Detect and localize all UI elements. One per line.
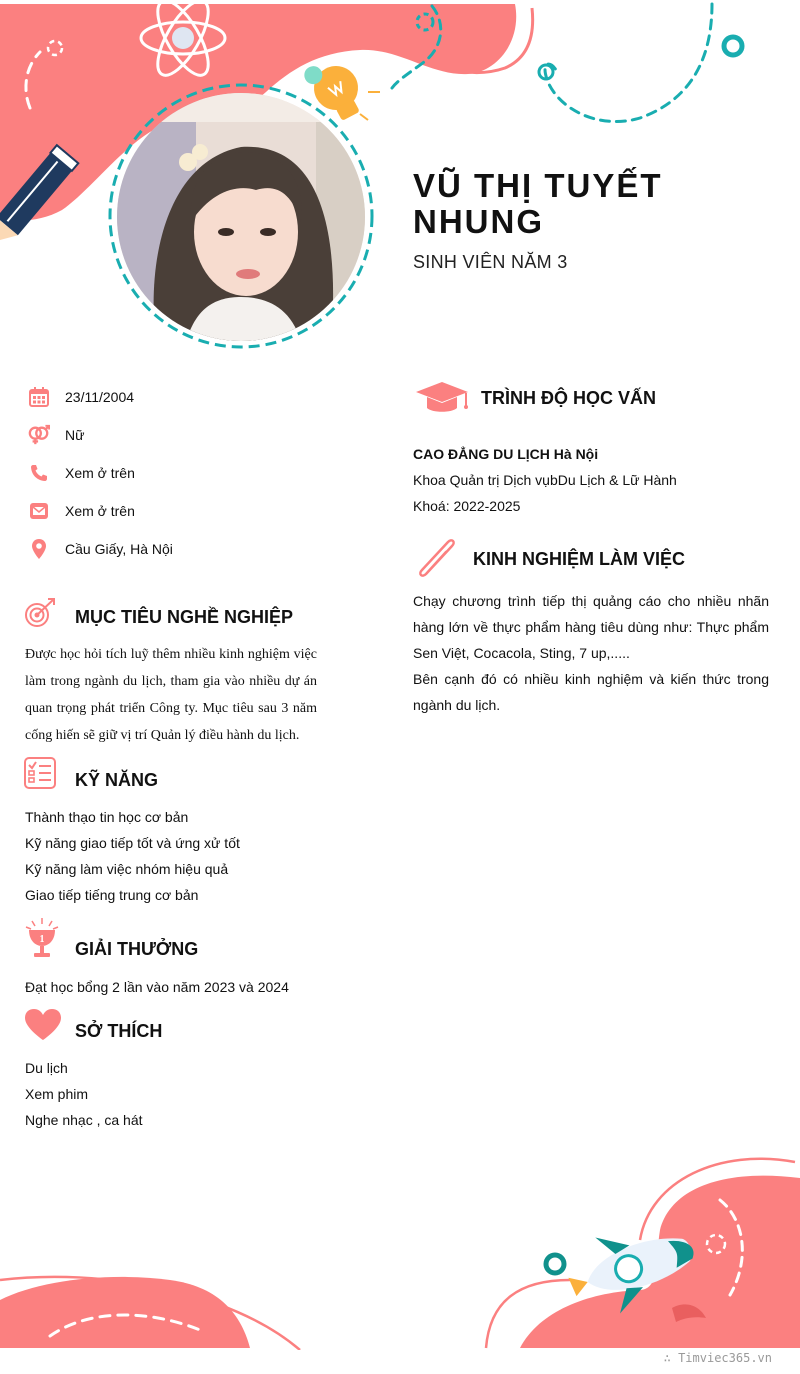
contact-email-text: Xem ở trên [65, 503, 135, 519]
education-school: CAO ĐẲNG DU LỊCH [413, 446, 550, 462]
footer-decoration [0, 1140, 800, 1350]
education-block [413, 441, 773, 519]
candidate-role: SINH VIÊN NĂM 3 [413, 252, 568, 272]
objective-title: MỤC TIÊU NGHỀ NGHIỆP [75, 607, 294, 627]
heart-icon [24, 1008, 62, 1042]
checklist-icon [24, 757, 56, 789]
experience-title: KINH NGHIỆM LÀM VIỆC [473, 549, 686, 569]
list-item: Nghe nhạc , ca hát [25, 1112, 143, 1128]
education-faculty: Khoa Quản trị Dịch vụbDu Lịch & Lữ Hành [413, 472, 677, 488]
awards-text: Đạt học bổng 2 lần vào năm 2023 và 2024 [25, 979, 289, 995]
hobbies-list [25, 1055, 325, 1133]
contact-address-text: Cầu Giấy, Hà Nội [65, 541, 173, 557]
list-item: Thành thạo tin học cơ bản [25, 809, 189, 825]
graduation-cap-icon [414, 380, 470, 416]
list-item: Kỹ năng giao tiếp tốt và ứng xử tốt [25, 835, 240, 851]
contact-email [28, 499, 135, 523]
list-item: Du lịch [25, 1060, 68, 1076]
list-item: Xem phim [25, 1086, 89, 1102]
contact-gender-text: Nữ [65, 427, 85, 443]
paperclip-icon [416, 538, 460, 578]
list-item: Kỹ năng làm việc nhóm hiệu quả [25, 861, 229, 877]
contact-birthday [28, 385, 134, 409]
trophy-icon [24, 916, 60, 960]
svg-text:1: 1 [39, 934, 45, 945]
gender-icon [28, 424, 50, 446]
contact-address [28, 537, 173, 561]
list-item: Giao tiếp tiếng trung cơ bản [25, 887, 199, 903]
target-icon [24, 596, 58, 628]
phone-icon [28, 462, 50, 484]
education-period: Khoá: 2022-2025 [413, 498, 521, 514]
awards-title: GIẢI THƯỞNG [75, 939, 199, 959]
education-title: TRÌNH ĐỘ HỌC VẤN [481, 388, 656, 408]
skills-title: KỸ NĂNG [75, 770, 159, 790]
location-icon [28, 538, 50, 560]
hobbies-title: SỞ THÍCH [75, 1021, 163, 1041]
education-school-line [413, 441, 773, 467]
objective-text: Được học hỏi tích luỹ thêm nhiều kinh nghiệm việc làm trong ngành du lịch, tham gia vào nhiều dự án quan trọng phát triển Công ty. Mục tiêu sau 3 năm cống hiến sẽ giữ vị trí Quản lý điều hành du lịch. [25, 647, 317, 743]
skills-list [25, 804, 325, 908]
candidate-name: VŨ THỊ TUYẾT NHUNG [413, 167, 663, 240]
contact-phone [28, 461, 135, 485]
email-icon [28, 500, 50, 522]
experience-para-2: Bên cạnh đó có nhiều kinh nghiệm và kiến thức trong ngành du lịch. [413, 671, 769, 713]
contact-birthday-text: 23/11/2004 [65, 389, 135, 405]
watermark: ∴ Timviec365.vn [663, 1351, 772, 1365]
education-city: Hà Nội [549, 446, 599, 462]
contact-phone-text: Xem ở trên [65, 465, 135, 481]
profile-photo [116, 92, 366, 342]
calendar-icon [28, 386, 50, 408]
contact-gender [28, 423, 84, 447]
experience-para-1: Chạy chương trình tiếp thị quảng cáo cho nhiều nhãn hàng lớn về thực phẩm hàng tiêu dùng như: Thực phẩm Sen Việt, Cocacola, Sting, 7 up,..... [413, 593, 769, 661]
